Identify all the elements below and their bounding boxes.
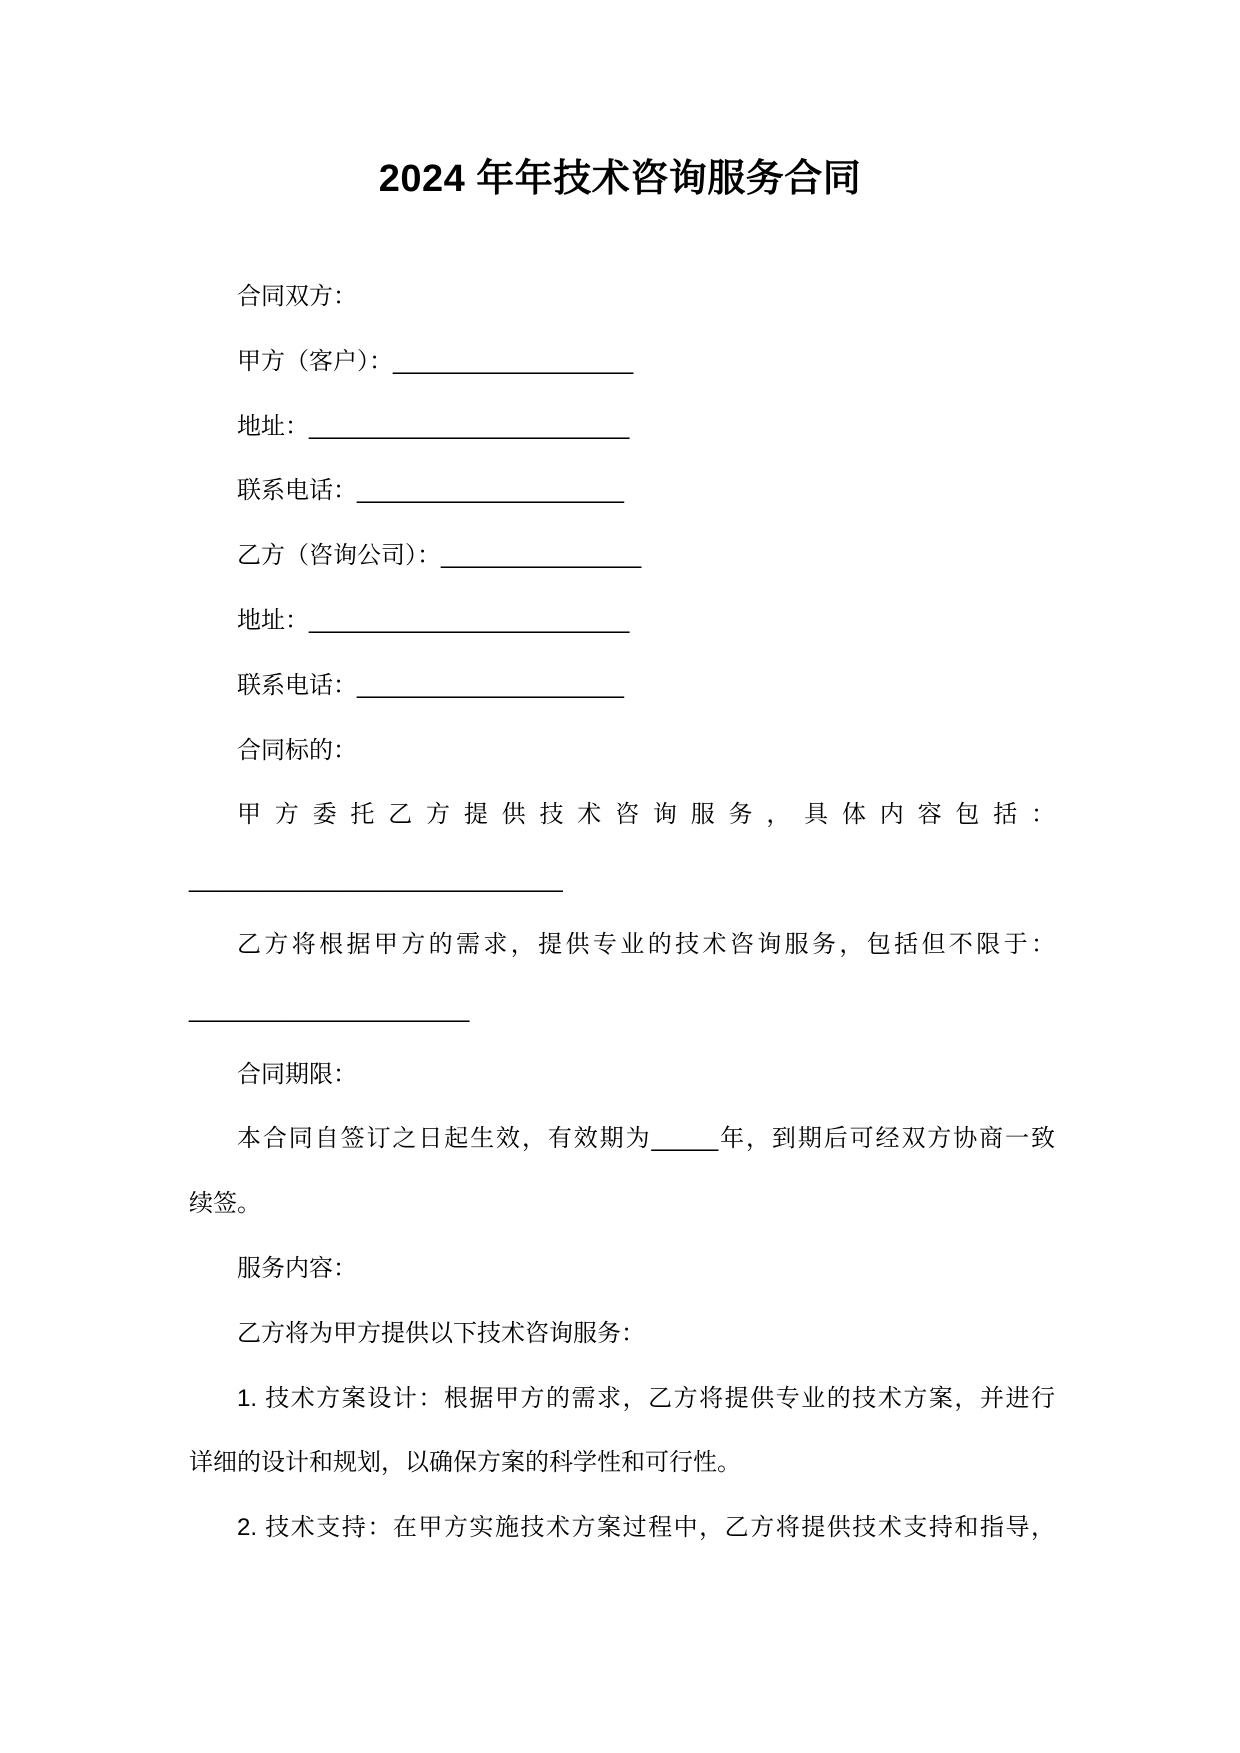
- line-party-a-address: 地址：________________________: [237, 412, 630, 440]
- line-party-b-name: 乙方（咨询公司）：_______________: [237, 542, 642, 570]
- document-body: [189, 265, 1055, 1561]
- line-contract-term-text: 本合同自签订之日起生效，有效期为_____年，到期后可经双方协商一致: [237, 1125, 1055, 1153]
- line-contract-subject-heading: 合同标的：: [237, 736, 357, 764]
- line-service-content-heading: 服务内容：: [237, 1254, 357, 1282]
- line-service-scope-blank-underline: _____________________: [189, 995, 470, 1023]
- line-contract-term-heading: 合同期限：: [237, 1060, 357, 1088]
- line-subject-blank-underline: ____________________________: [189, 866, 563, 894]
- line-contract-term-text-continuation: 续签。: [189, 1190, 261, 1218]
- line-service-content-intro: 乙方将为甲方提供以下技术咨询服务：: [237, 1319, 645, 1347]
- line-service-scope-text: 乙方将根据甲方的需求，提供专业的技术咨询服务，包括但不限于：: [237, 930, 1055, 958]
- line-service-item-1-continuation: 详细的设计和规划，以确保方案的科学性和可行性。: [189, 1449, 741, 1477]
- line-party-a-phone: 联系电话：____________________: [237, 477, 624, 505]
- line-party-b-phone: 联系电话：____________________: [237, 671, 624, 699]
- line-service-item-2: 2. 技术支持：在甲方实施技术方案过程中，乙方将提供技术支持和指导，: [237, 1514, 1055, 1542]
- line-contract-subject-text: 甲方委托乙方提供技术咨询服务，具体内容包括：: [237, 801, 1055, 829]
- line-contract-parties-heading: 合同双方：: [237, 283, 357, 310]
- line-party-a-name: 甲方（客户）：__________________: [237, 347, 634, 375]
- line-party-b-address: 地址：________________________: [237, 606, 630, 634]
- document-title: 2024 年年技术咨询服务合同: [378, 158, 862, 200]
- line-service-item-1: 1. 技术方案设计：根据甲方的需求，乙方将提供专业的技术方案，并进行: [237, 1384, 1055, 1412]
